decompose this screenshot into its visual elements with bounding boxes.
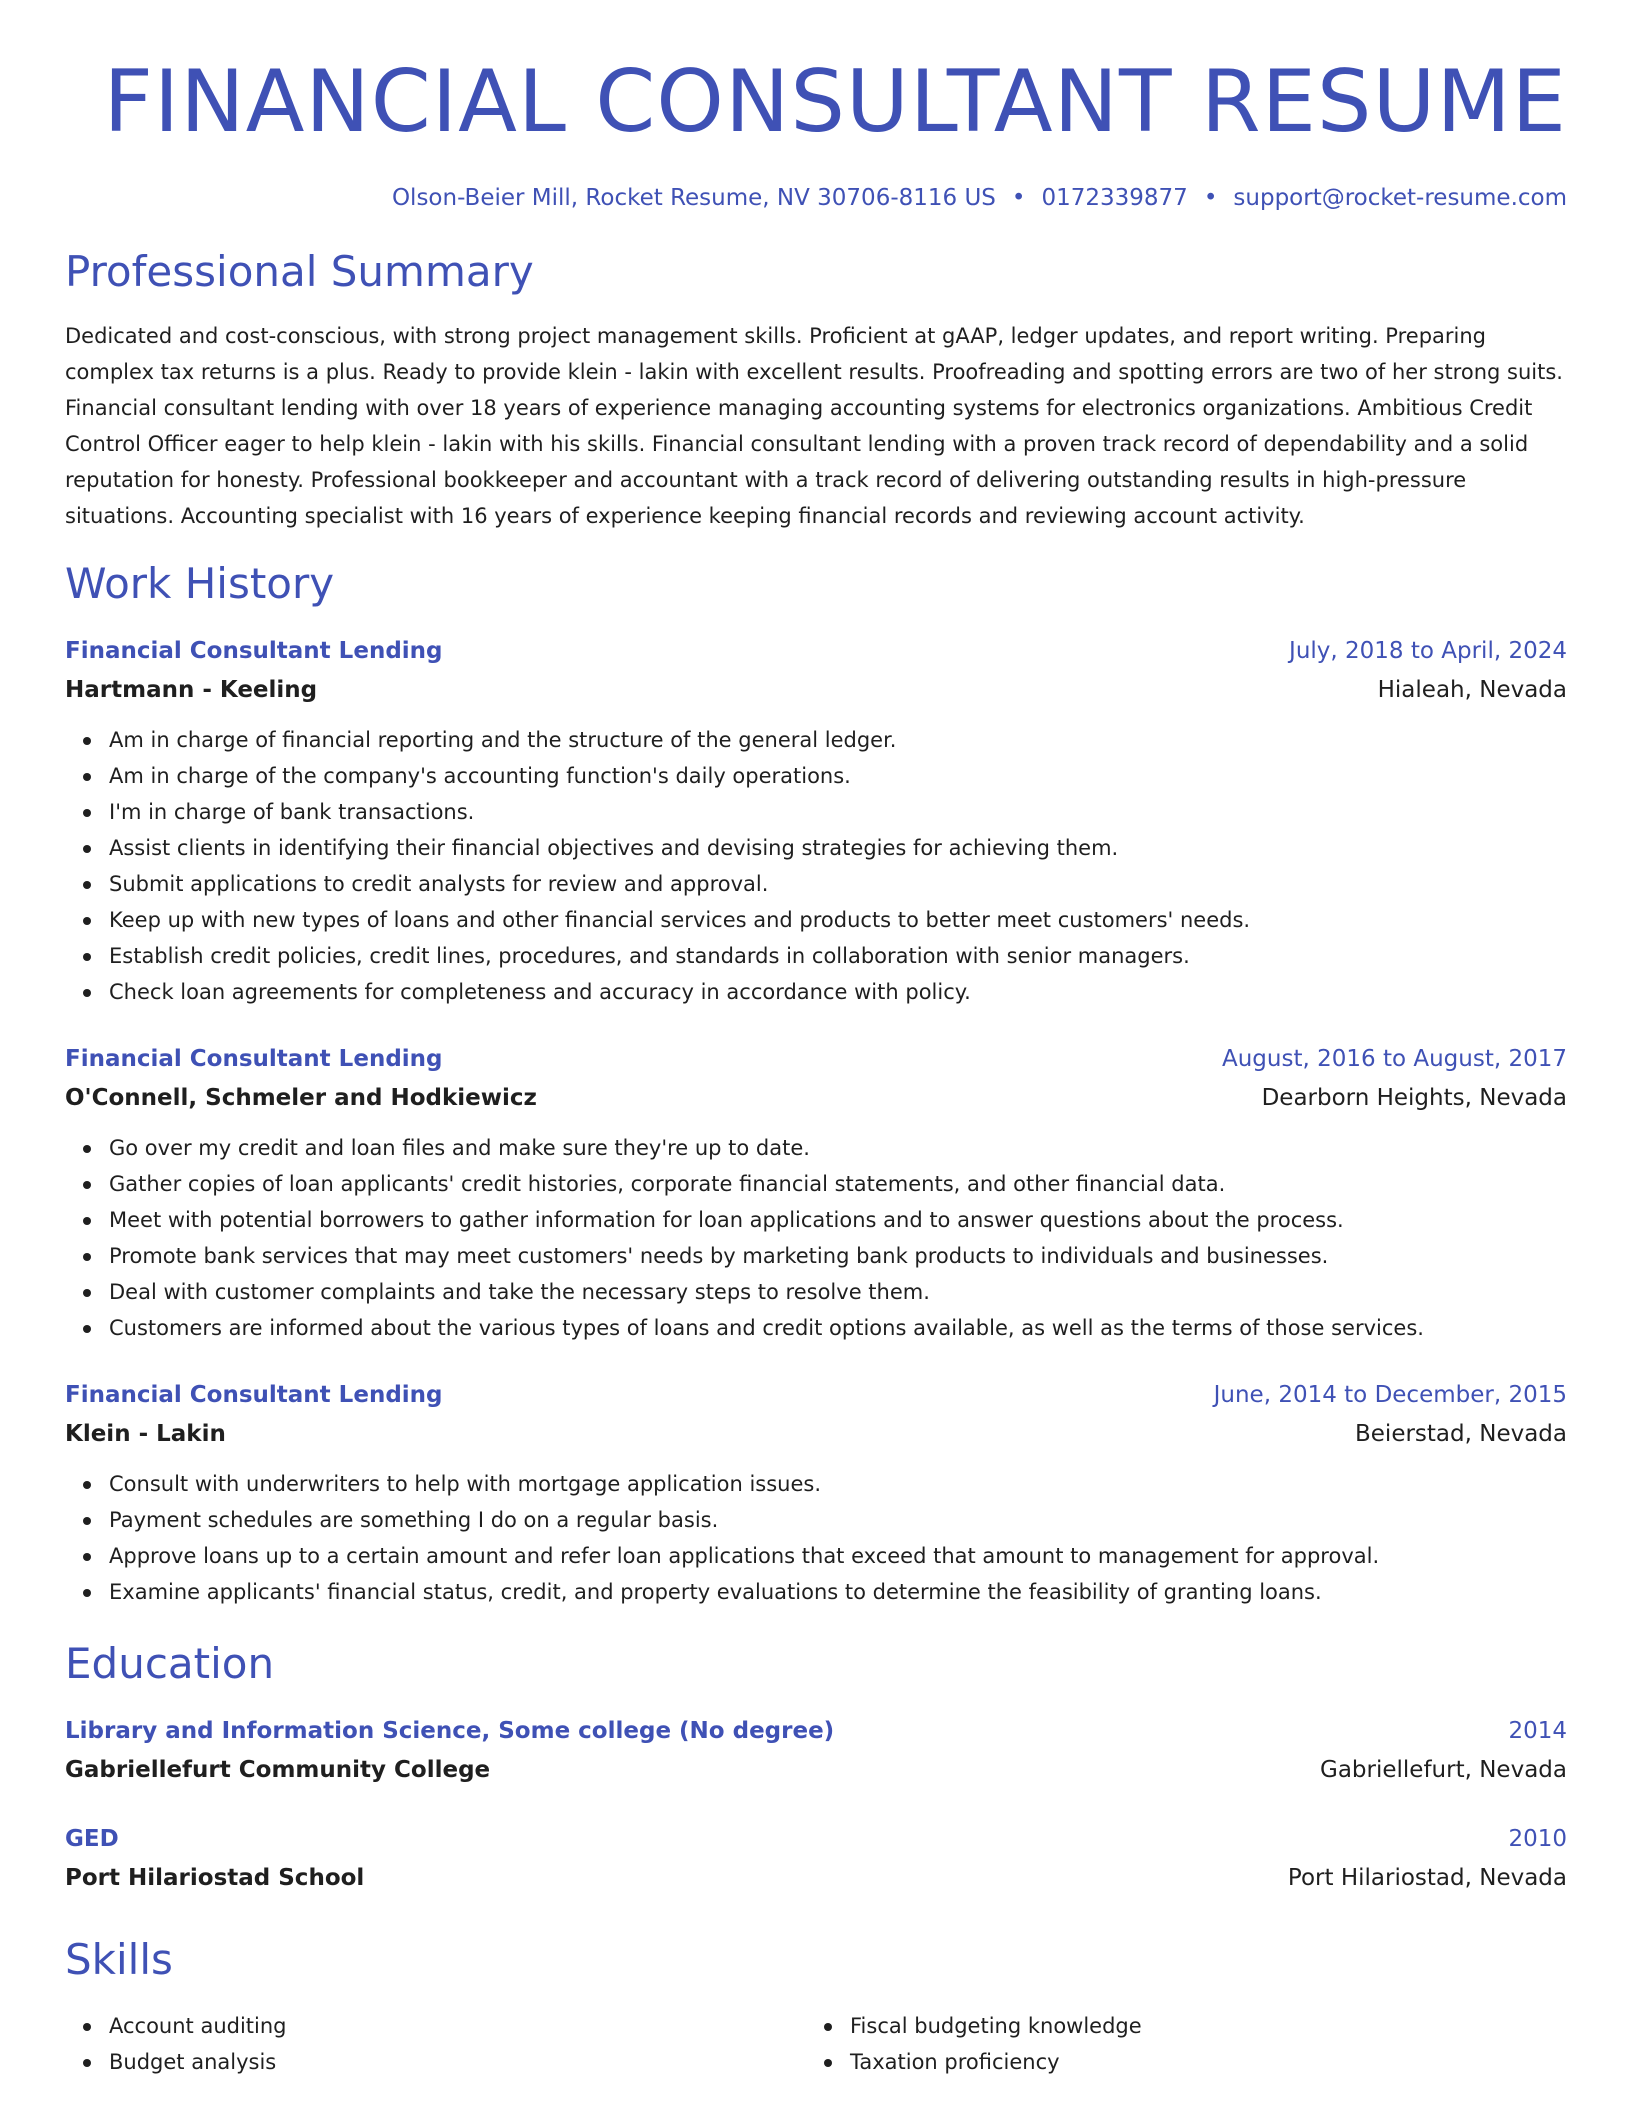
work-history-heading: Work History: [65, 559, 335, 608]
job-entry: [65, 1376, 1567, 1610]
job-location: Beierstad, Nevada: [1355, 1421, 1567, 1447]
education-degree: GED: [65, 1826, 119, 1852]
resume-title: FINANCIAL CONSULTANT RESUME: [103, 52, 1567, 152]
job-company: Klein - Lakin: [65, 1421, 226, 1447]
job-duty: Assist clients in identifying their financial objectives and devising strategies for achieving them.: [109, 830, 1567, 866]
contact-separator: •: [1011, 185, 1026, 211]
contact-address: Olson-Beier Mill, Rocket Resume, NV 30706-8116 US: [391, 185, 996, 211]
job-duties-list: [65, 1466, 1567, 1610]
job-duty: Consult with underwriters to help with mortgage application issues.: [109, 1466, 1567, 1502]
job-duty: Am in charge of the company's accounting function's daily operations.: [109, 758, 1567, 794]
skills-list: [806, 2008, 1547, 2080]
education-entry: [65, 1820, 1567, 1898]
job-duty: Promote bank services that may meet customers' needs by marketing bank products to individuals and businesses.: [109, 1238, 1567, 1274]
job-company: O'Connell, Schmeler and Hodkiewicz: [65, 1085, 537, 1111]
skill-item: Budget analysis: [109, 2044, 806, 2080]
job-duty: I'm in charge of bank transactions.: [109, 794, 1567, 830]
skills-column-left: [65, 2008, 806, 2080]
job-duty: Examine applicants' financial status, credit, and property evaluations to determine the feasibility of granting loans.: [109, 1574, 1567, 1610]
job-duty: Establish credit policies, credit lines, procedures, and standards in collaboration with senior managers.: [109, 938, 1567, 974]
skills-list: [65, 2008, 806, 2080]
education-school: Gabriellefurt Community College: [65, 1757, 491, 1783]
job-duty: Approve loans up to a certain amount and refer loan applications that exceed that amount to management for approval.: [109, 1538, 1567, 1574]
job-duties-list: [65, 722, 1567, 1010]
education-heading: Education: [65, 1639, 275, 1688]
summary-heading: Professional Summary: [65, 247, 534, 296]
job-duty: Keep up with new types of loans and other financial services and products to better meet customers' needs.: [109, 902, 1567, 938]
education-entry: [65, 1712, 1567, 1790]
job-duty: Deal with customer complaints and take the necessary steps to resolve them.: [109, 1274, 1567, 1310]
job-duty: Check loan agreements for completeness and accuracy in accordance with policy.: [109, 974, 1567, 1010]
job-duty: Meet with potential borrowers to gather information for loan applications and to answer questions about the process.: [109, 1202, 1567, 1238]
job-duty: Submit applications to credit analysts for review and approval.: [109, 866, 1567, 902]
contact-separator: •: [1203, 185, 1218, 211]
skill-item: Fiscal budgeting knowledge: [850, 2008, 1547, 2044]
job-dates: July, 2018 to April, 2024: [1289, 638, 1567, 664]
education-location: Gabriellefurt, Nevada: [1320, 1757, 1567, 1783]
skills-heading: Skills: [65, 1935, 173, 1984]
job-duties-list: [65, 1130, 1567, 1346]
job-company: Hartmann - Keeling: [65, 677, 318, 703]
skill-item: Account auditing: [109, 2008, 806, 2044]
skills-column-right: [806, 2008, 1547, 2080]
contact-phone: 0172339877: [1041, 185, 1188, 211]
job-entry: [65, 632, 1567, 1010]
education-location: Port Hilariostad, Nevada: [1287, 1865, 1567, 1891]
education-year: 2010: [1508, 1826, 1567, 1852]
job-dates: August, 2016 to August, 2017: [1222, 1046, 1567, 1072]
job-location: Dearborn Heights, Nevada: [1261, 1085, 1567, 1111]
skill-item: Taxation proficiency: [850, 2044, 1547, 2080]
education-school: Port Hilariostad School: [65, 1865, 365, 1891]
job-duty: Am in charge of financial reporting and the structure of the general ledger.: [109, 722, 1567, 758]
job-duty: Gather copies of loan applicants' credit histories, corporate financial statements, and other financial data.: [109, 1166, 1567, 1202]
summary-text: Dedicated and cost-conscious, with strong project management skills. Proficient at gAAP, ledger updates, and report writing. Preparing complex tax returns is a plus. Ready to provide klein - lakin with excellent results. Proofreading and spotting errors are two of her strong suits. Financial consultant lending with over 18 years of experience managing accounting systems for electronics organizations. Ambitious Credit Control Officer eager to help klein - lakin with his skills. Financial consultant lending with a proven track record of dependability and a solid reputation for honesty. Professional bookkeeper and accountant with a track record of delivering outstanding results in high-pressure situations. Accounting specialist with 16 years of experience keeping financial records and reviewing account activity.: [65, 324, 1563, 528]
job-entry: [65, 1040, 1567, 1346]
job-title: Financial Consultant Lending: [65, 1382, 443, 1408]
job-duty: Customers are informed about the various types of loans and credit options available, as well as the terms of those services.: [109, 1310, 1567, 1346]
job-location: Hialeah, Nevada: [1377, 677, 1567, 703]
education-year: 2014: [1508, 1718, 1567, 1744]
contact-email: support@rocket-resume.com: [1233, 185, 1567, 211]
contact-line: [65, 182, 1567, 214]
job-dates: June, 2014 to December, 2015: [1213, 1382, 1567, 1408]
job-duty: Go over my credit and loan files and make sure they're up to date.: [109, 1130, 1567, 1166]
skills-grid: [65, 2008, 1567, 2080]
job-title: Financial Consultant Lending: [65, 1046, 443, 1072]
job-duty: Payment schedules are something I do on a regular basis.: [109, 1502, 1567, 1538]
job-title: Financial Consultant Lending: [65, 638, 443, 664]
education-degree: Library and Information Science, Some college (No degree): [65, 1718, 835, 1744]
